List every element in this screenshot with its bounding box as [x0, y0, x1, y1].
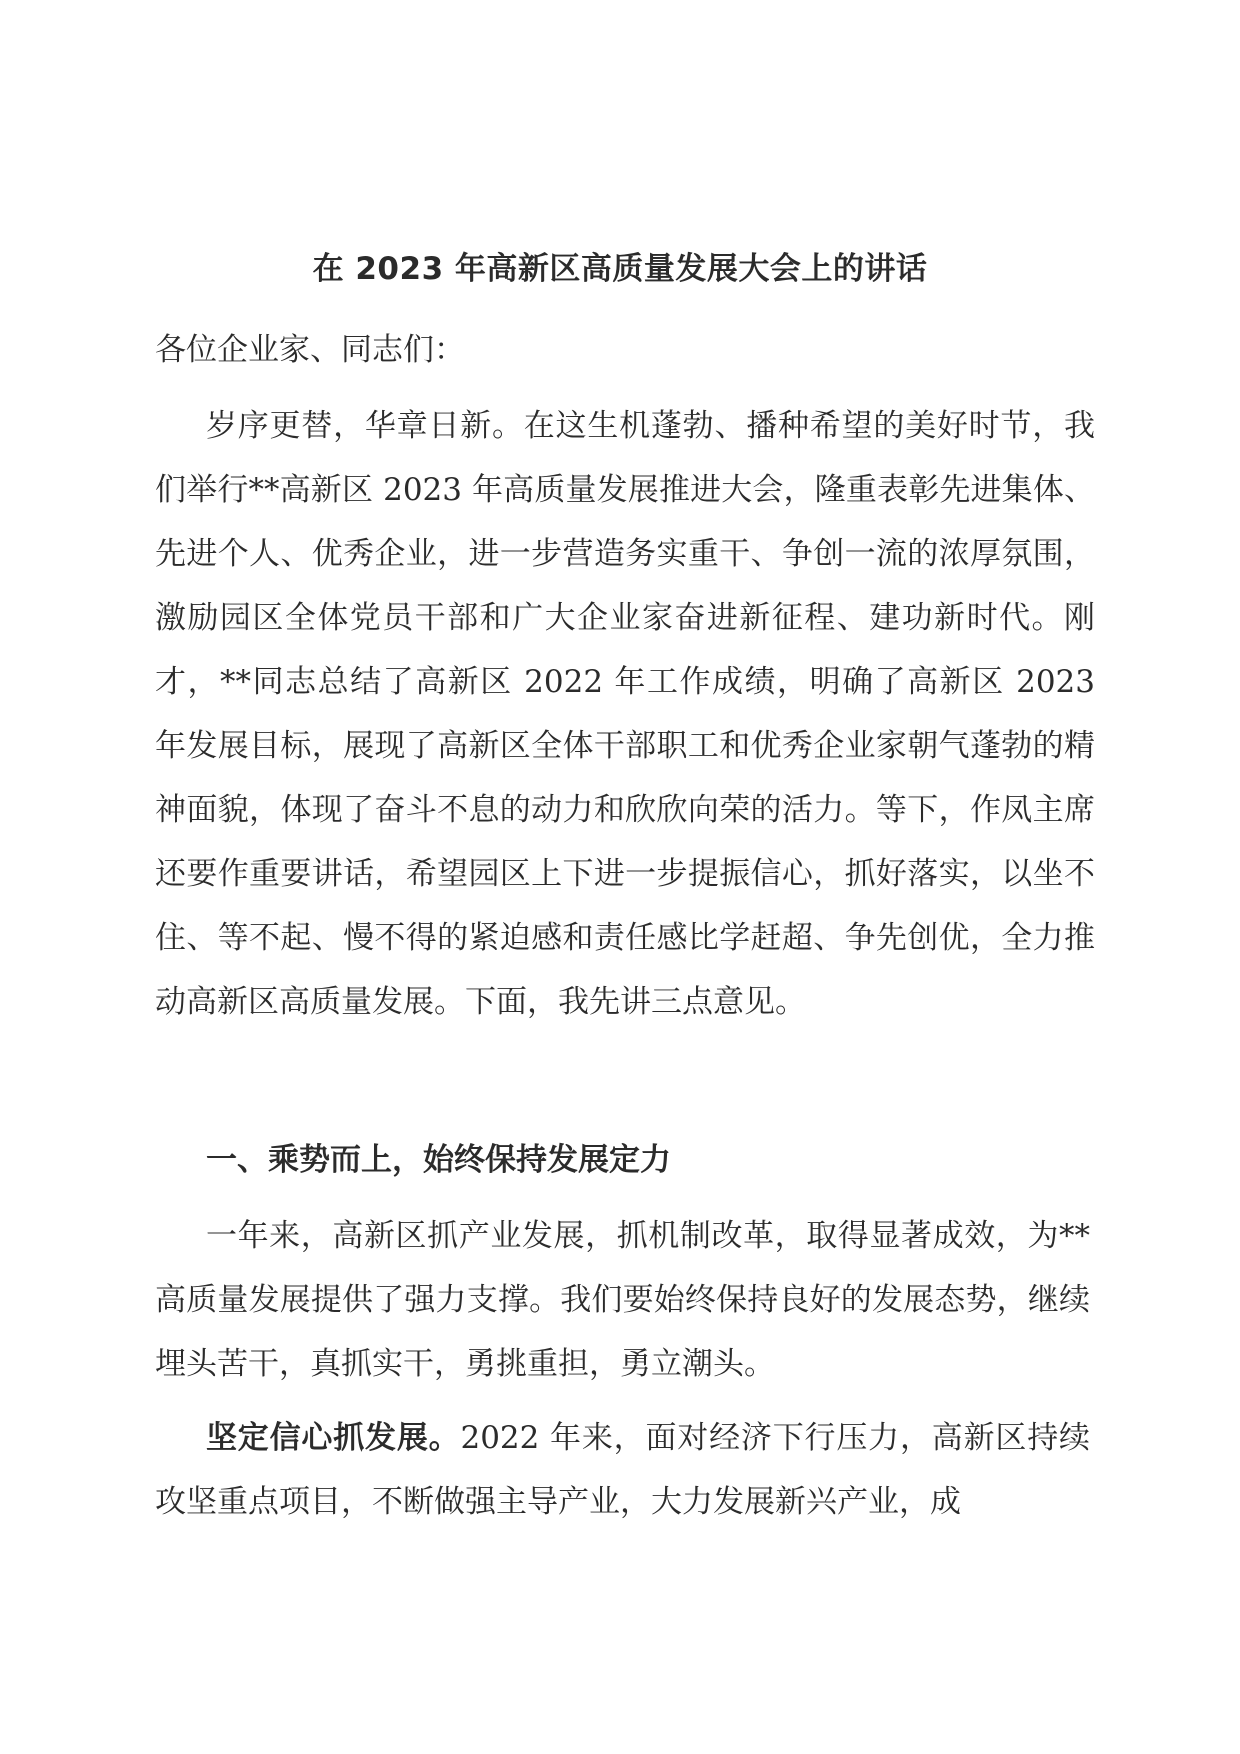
paragraph-section-1-point-1: [155, 1406, 1090, 1534]
document-title: 在 2023 年高新区高质量发展大会上的讲话: [312, 251, 928, 287]
paragraph-section-1-intro: 一年来，高新区抓产业发展，抓机制改革，取得显著成效，为**高质量发展提供了强力支撑。我们要始终保持良好的发展态势，继续埋头苦干，真抓实干，勇挑重担，勇立潮头。: [155, 1218, 1090, 1382]
paragraph-opening: 岁序更替，华章日新。在这生机蓬勃、播种希望的美好时节，我们举行**高新区 2023 年高质量发展推进大会，隆重表彰先进集体、先进个人、优秀企业，进一步营造务实重干、争创一流的浓厚氛围，激励园区全体党员干部和广大企业家奋进新征程、建功新时代。刚才，**同志总结了高新区 2022 年工作成绩，明确了高新区 2023 年发展目标，展现了高新区全体干部职工和优秀企业家朝气蓬勃的精神面貌，体现了奋斗不息的动力和欣欣向荣的活力。等下，作凤主席还要作重要讲话，希望园区上下进一步提振信心，抓好落实，以坐不住、等不起、慢不得的紧迫感和责任感比学赶超、争先创优，全力推动高新区高质量发展。下面，我先讲三点意见。: [155, 408, 1095, 1020]
salutation: 各位企业家、同志们：: [155, 332, 465, 368]
paragraph-lead-bold: 坚定信心抓发展。: [206, 1420, 461, 1456]
paragraph-body-text: 2022 年来，面对经济下行压力，高新区持续攻坚重点项目，不断做强主导产业，大力发展新兴产业，成: [155, 1420, 1090, 1520]
section-heading-1: 一、乘势而上，始终保持发展定力: [206, 1142, 671, 1178]
